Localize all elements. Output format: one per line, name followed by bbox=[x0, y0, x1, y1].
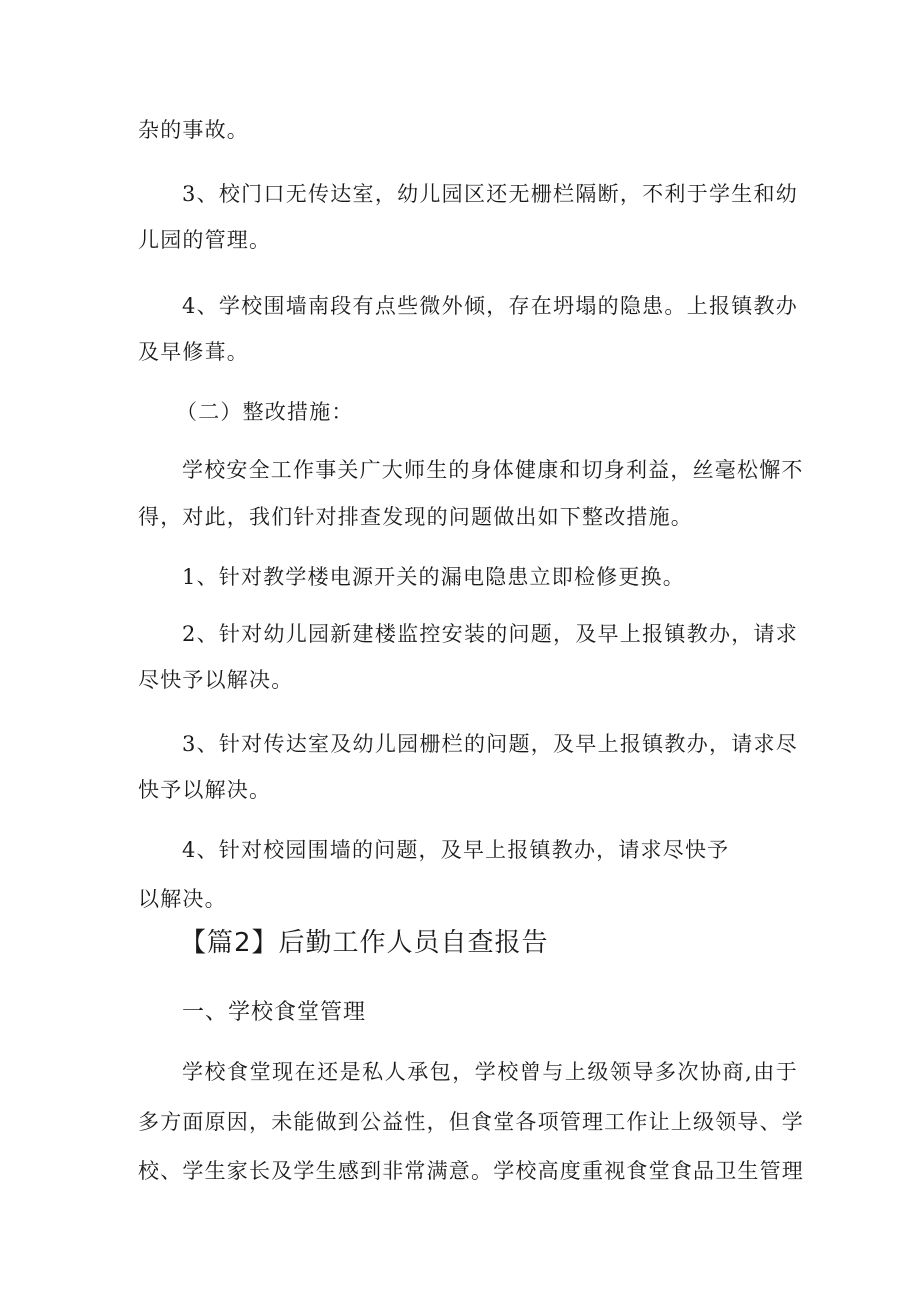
paragraph-line: 3、校门口无传达室，幼儿园区还无栅栏隔断，不利于学生和幼 bbox=[182, 182, 798, 206]
section-title: 【篇2】后勤工作人员自查报告 bbox=[180, 928, 549, 958]
paragraph-line: 快予以解决。 bbox=[138, 778, 272, 802]
paragraph-line: 校、学生家长及学生感到非常满意。学校高度重视食堂食品卫生管理 bbox=[138, 1159, 804, 1183]
subheading-line: （二）整改措施： bbox=[176, 400, 354, 424]
paragraph-line: 尽快予以解决。 bbox=[138, 668, 294, 692]
paragraph-line: 多方面原因，未能做到公益性，但食堂各项管理工作让上级领导、学 bbox=[138, 1110, 804, 1134]
paragraph-line: 得，对此，我们针对排查发现的问题做出如下整改措施。 bbox=[138, 505, 693, 529]
section-heading: 一、学校食堂管理 bbox=[182, 1000, 367, 1025]
paragraph-line: 以解决。 bbox=[138, 887, 227, 911]
paragraph-line: 4、学校围墙南段有点些微外倾，存在坍塌的隐患。上报镇教办 bbox=[182, 294, 798, 318]
paragraph-line: 杂的事故。 bbox=[138, 118, 249, 142]
paragraph-line: 2、针对幼儿园新建楼监控安装的问题，及早上报镇教办，请求 bbox=[182, 622, 798, 646]
paragraph-line: 及早修葺。 bbox=[138, 340, 249, 364]
paragraph-line: 4、针对校园围墙的问题，及早上报镇教办，请求尽快予 bbox=[182, 838, 730, 862]
paragraph-line: 3、针对传达室及幼儿园栅栏的问题，及早上报镇教办，请求尽 bbox=[182, 732, 798, 756]
paragraph-line: 学校食堂现在还是私人承包，学校曾与上级领导多次协商,由于 bbox=[182, 1060, 798, 1084]
paragraph-line: 学校安全工作事关广大师生的身体健康和切身利益，丝毫松懈不 bbox=[182, 458, 804, 482]
paragraph-line: 儿园的管理。 bbox=[138, 228, 272, 252]
paragraph-line: 1、针对教学楼电源开关的漏电隐患立即检修更换。 bbox=[182, 565, 685, 589]
